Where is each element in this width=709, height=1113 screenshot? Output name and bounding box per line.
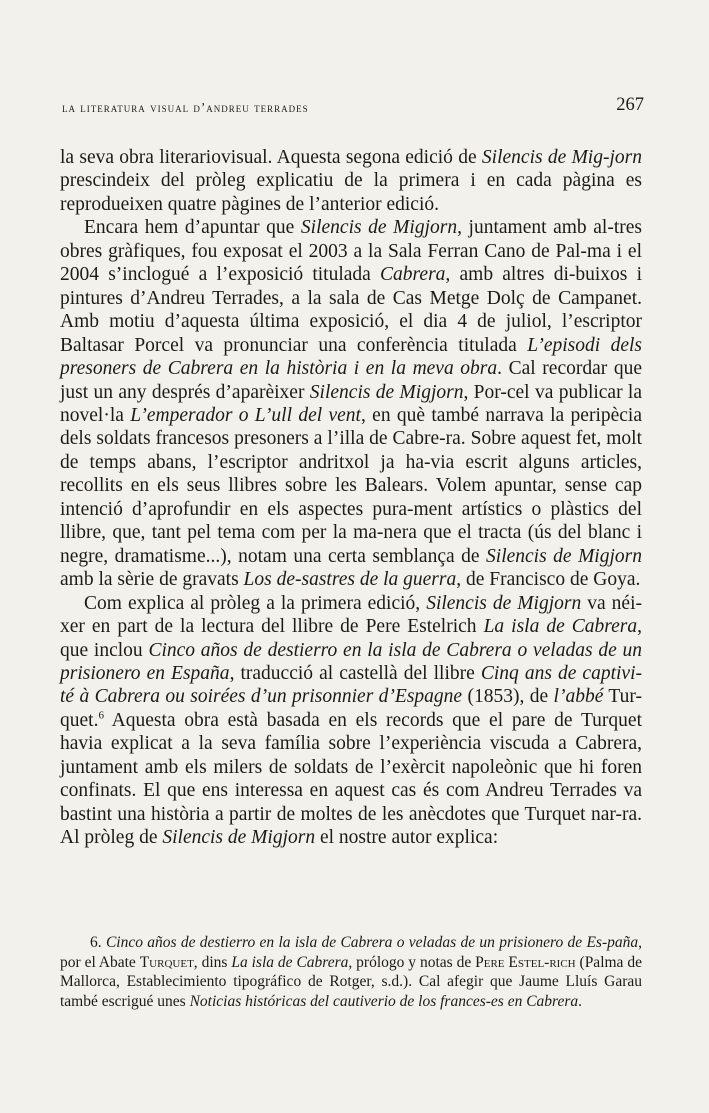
text-run: Com explica al pròleg a la primera edició, — [84, 592, 427, 614]
text-run: Encara hem d’apuntar que — [84, 217, 301, 239]
text-run: Aquesta obra està basada en els records que el pare de Turquet havia explicat a la seva família sobre l’experiència viscuda a Cabrera, juntament amb els milers de soldats de l’exèrcit napoleònic que hi foren confinats. El que ens interessa en aquest cas és com Andreu Terrades va bastint una història a partir de moltes de les anècdotes que Turquet nar-ra. Al pròleg de — [60, 709, 642, 849]
footnotes — [60, 933, 642, 1011]
italic-run: Silencis de Mig- — [481, 147, 610, 168]
text-run: . Cal recordar que just un any després d’aparèixer — [60, 358, 642, 403]
footnote — [60, 933, 642, 1011]
italic-run: jorn — [609, 147, 642, 168]
text-run: , que inclou — [60, 616, 642, 661]
page-number: 267 — [616, 95, 644, 115]
italic-run: L’emperador o L’ull del vent — [130, 404, 361, 426]
italic-run: Silencis de Migjorn — [426, 592, 582, 614]
text-run: , juntament amb al-tres obres gràfiques, fou exposat el 2003 a la Sala Ferran Cano de Pal-ma i el 2004 s’inclogué a l’exposició titulada — [60, 217, 642, 286]
text-run: . — [578, 992, 583, 1010]
running-head — [62, 92, 644, 116]
text-run: Pere Estel-rich — [475, 953, 576, 971]
text-run: , en què també narrava la peripècia dels soldats francesos presoners a l’illa de Cabre-ra. Sobre aquest fet, molt de temps abans, l’escriptor andritxol ja ha-via escrit alguns articles, recollits en els seus llibres sobre les Balears. Volem apuntar, sense cap intenció d’aprofundir en els aspectes pura-ment artístics o plàstics del llibre, que, tant pel tema com per la ma-nera que el tracta (ús del blanc i negre, dramatisme...), notam una certa semblança de — [60, 404, 642, 567]
text-run: la seva obra literariovisual. Aquesta segona edició de — [60, 147, 482, 168]
text-run: , de Francisco de Goya. — [456, 569, 641, 591]
running-head-title: la literatura visual d’andreu terrades — [62, 100, 309, 115]
text-run: , Por-cel va publicar la novel·la — [60, 381, 642, 426]
text-run: , traducció al castellà del llibre — [229, 662, 481, 684]
italic-run: Noticias históricas del cautiverio de los frances-es en Cabrera — [189, 992, 579, 1010]
text-run: amb la sèrie de gravats — [60, 569, 244, 591]
paragraph — [60, 146, 642, 216]
text-run: Tur-quet. — [60, 686, 642, 731]
text-run: Turquet — [139, 953, 194, 971]
text-run: , por el Abate — [60, 934, 642, 971]
italic-run: Silencis de Migjorn — [300, 217, 458, 239]
text-run: va néi-xer en part de la lectura del llibre de Pere Estelrich — [60, 592, 642, 638]
italic-run: Los de-sastres de la guerra — [243, 569, 457, 591]
text-run: (Palma de Mallorca, Establecimiento tipográfico de Rotger, s.d.). Cal afegir que Jaume Lluís Garau també escrigué unes — [60, 953, 642, 1010]
paragraph — [60, 216, 642, 591]
italic-run: La isla de Cabrera — [231, 953, 349, 971]
italic-run: Silencis de Migjorn — [162, 827, 316, 849]
italic-run: Cinco años de destierro en la isla de Cabrera o veladas de un prisionero en España — [60, 639, 642, 684]
text-run: el nostre autor explica: — [315, 827, 499, 849]
italic-run: l’abbé — [553, 686, 604, 708]
italic-run: Cinq ans de captivi-té à Cabrera ou soirées d’un prisonnier d’Espagne — [60, 662, 642, 708]
paragraph — [60, 592, 642, 850]
italic-run: Silencis de Migjorn — [486, 545, 642, 567]
text-run: , prólogo y notas de — [348, 953, 476, 971]
italic-run: Silencis de Migjorn — [309, 381, 464, 403]
text-run: , amb altres di-buixos i pintures d’Andreu Terrades, a la sala de Cas Metge Dolç de Campanet. Amb motiu d’aquesta última exposició, el dia 4 de juliol, l’escriptor Baltasar Porcel va pronunciar una conferència titulada — [60, 264, 643, 356]
italic-run: L’episodi dels presoners de Cabrera en la història i en la meva obra — [60, 334, 642, 380]
text-run: prescindeix del pròleg explicatiu de la primera i en cada pàgina es reprodueixen quatre pàgines de l’anterior edició. — [60, 170, 642, 215]
body-text — [60, 146, 642, 850]
italic-run: Cabrera — [380, 264, 446, 286]
italic-run: Cinco años de destierro en la isla de Cabrera o veladas de un prisionero de Es-paña — [105, 934, 639, 951]
footnote-ref: 6 — [98, 709, 104, 722]
text-run: (1853), de — [462, 686, 554, 708]
italic-run: La isla de Cabrera — [483, 616, 638, 638]
text-run: , dins — [193, 953, 232, 971]
text-run: 6. — [90, 934, 106, 951]
